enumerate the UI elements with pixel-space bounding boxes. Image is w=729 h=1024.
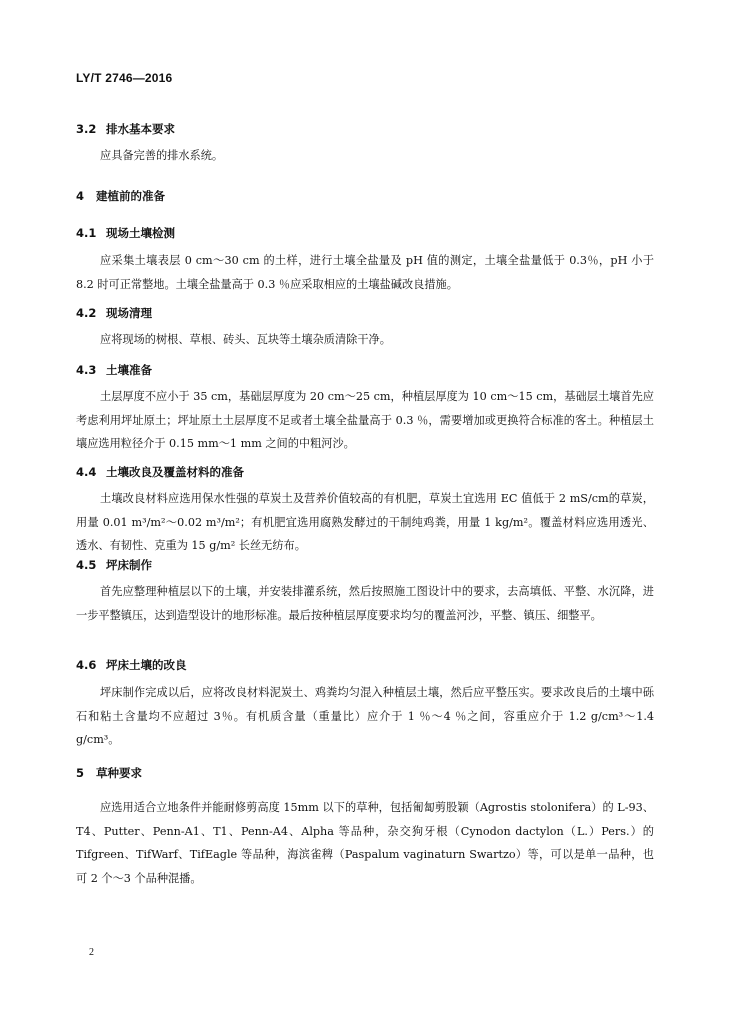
section-paragraph-4-1: 应采集土壤表层 0 cm～30 cm 的土样，进行土壤全盐量及 pH 值的测定，土壤全盐量低于 0.3％，pH 小于 8.2 时可正常整地。土壤全盐量高于 0.3 ％应采取相应的土壤盐碱改良措施。: [76, 254, 654, 291]
section-title: 现场土壤检测: [106, 226, 175, 240]
section-title: 草种要求: [96, 766, 142, 780]
document-code: LY/T 2746—2016: [76, 71, 173, 85]
section-heading-4-1: [76, 225, 175, 241]
section-paragraph-4-3: 土层厚度不应小于 35 cm，基础层厚度为 20 cm～25 cm，种植层厚度为 10 cm～15 cm，基础层土壤首先应考虑利用坪址原土；坪址原土土层厚度不足或者土壤全盐量高于 0.3 ％，需要增加或更换符合标准的客土。种植层土壤应选用粒径介于 0.15 mm～1 mm 之间的中粗河沙。: [76, 390, 654, 450]
section-heading-4-6: [76, 657, 187, 673]
section-number: 5: [76, 766, 85, 780]
section-number: 4: [76, 189, 85, 203]
section-title: 现场清理: [106, 306, 152, 320]
section-title: 土壤改良及覆盖材料的准备: [106, 465, 244, 479]
section-heading-4-3: [76, 362, 152, 378]
section-heading-4: [76, 188, 165, 204]
section-paragraph-5: 应选用适合立地条件并能耐修剪高度 15mm 以下的草种，包括匍匐剪股颖（Agrostis stolonifera）的 L-93、T4、Putter、Penn-A1、T1、Penn-A4、Alpha 等品种，杂交狗牙根（Cynodon dactylon（L.）Pers.）的 Tifgreen、TifWarf、TifEagle 等品种，海滨雀稗（Paspalum vaginaturn Swartzo）等，可以是单一品种，也可 2 个～3 个品种混播。: [76, 801, 654, 885]
section-number: 4.3: [76, 363, 97, 377]
section-number: 4.2: [76, 306, 97, 320]
section-heading-3-2: [76, 121, 175, 137]
section-title: 坪床制作: [106, 558, 152, 572]
section-title: 排水基本要求: [106, 122, 175, 136]
section-number: 4.6: [76, 658, 97, 672]
section-title: 土壤准备: [106, 363, 152, 377]
section-paragraph-4-5: 首先应整理种植层以下的土壤，并安装排灌系统，然后按照施工图设计中的要求，去高填低、平整、水沉降，进一步平整镇压，达到造型设计的地形标准。最后按种植层厚度要求均匀的覆盖河沙，平整、镇压、细整平。: [76, 585, 654, 622]
section-number: 3.2: [76, 122, 97, 136]
section-title: 坪床土壤的改良: [106, 658, 187, 672]
section-heading-4-2: [76, 305, 152, 321]
section-heading-5: [76, 765, 142, 781]
section-paragraph-4-4: 土壤改良材料应选用保水性强的草炭土及营养价值较高的有机肥，草炭土宜选用 EC 值低于 2 mS/cm的草炭，用量 0.01 m³/m²～0.02 m³/m²；有机肥宜选用腐熟发酵过的干制纯鸡粪，用量 1 kg/m²。覆盖材料应选用透光、透水、有韧性、克重为 15 g/m² 长丝无纺布。: [76, 492, 654, 552]
section-number: 4.4: [76, 465, 97, 479]
section-heading-4-5: [76, 557, 152, 573]
section-paragraph-4-2: 应将现场的树根、草根、砖头、瓦块等土壤杂质清除干净。: [100, 333, 391, 346]
section-title: 建植前的准备: [96, 189, 165, 203]
section-paragraph-4-6: 坪床制作完成以后，应将改良材料泥炭土、鸡粪均匀混入种植层土壤，然后应平整压实。要求改良后的土壤中砾石和粘土含量均不应超过 3％。有机质含量（重量比）应介于 1 ％～4 ％之间，容重应介于 1.2 g/cm³～1.4 g/cm³。: [76, 686, 654, 746]
section-heading-4-4: [76, 464, 244, 480]
section-number: 4.1: [76, 226, 97, 240]
page-number: 2: [89, 947, 94, 958]
section-paragraph-3-2: 应具备完善的排水系统。: [100, 149, 224, 162]
section-number: 4.5: [76, 558, 97, 572]
